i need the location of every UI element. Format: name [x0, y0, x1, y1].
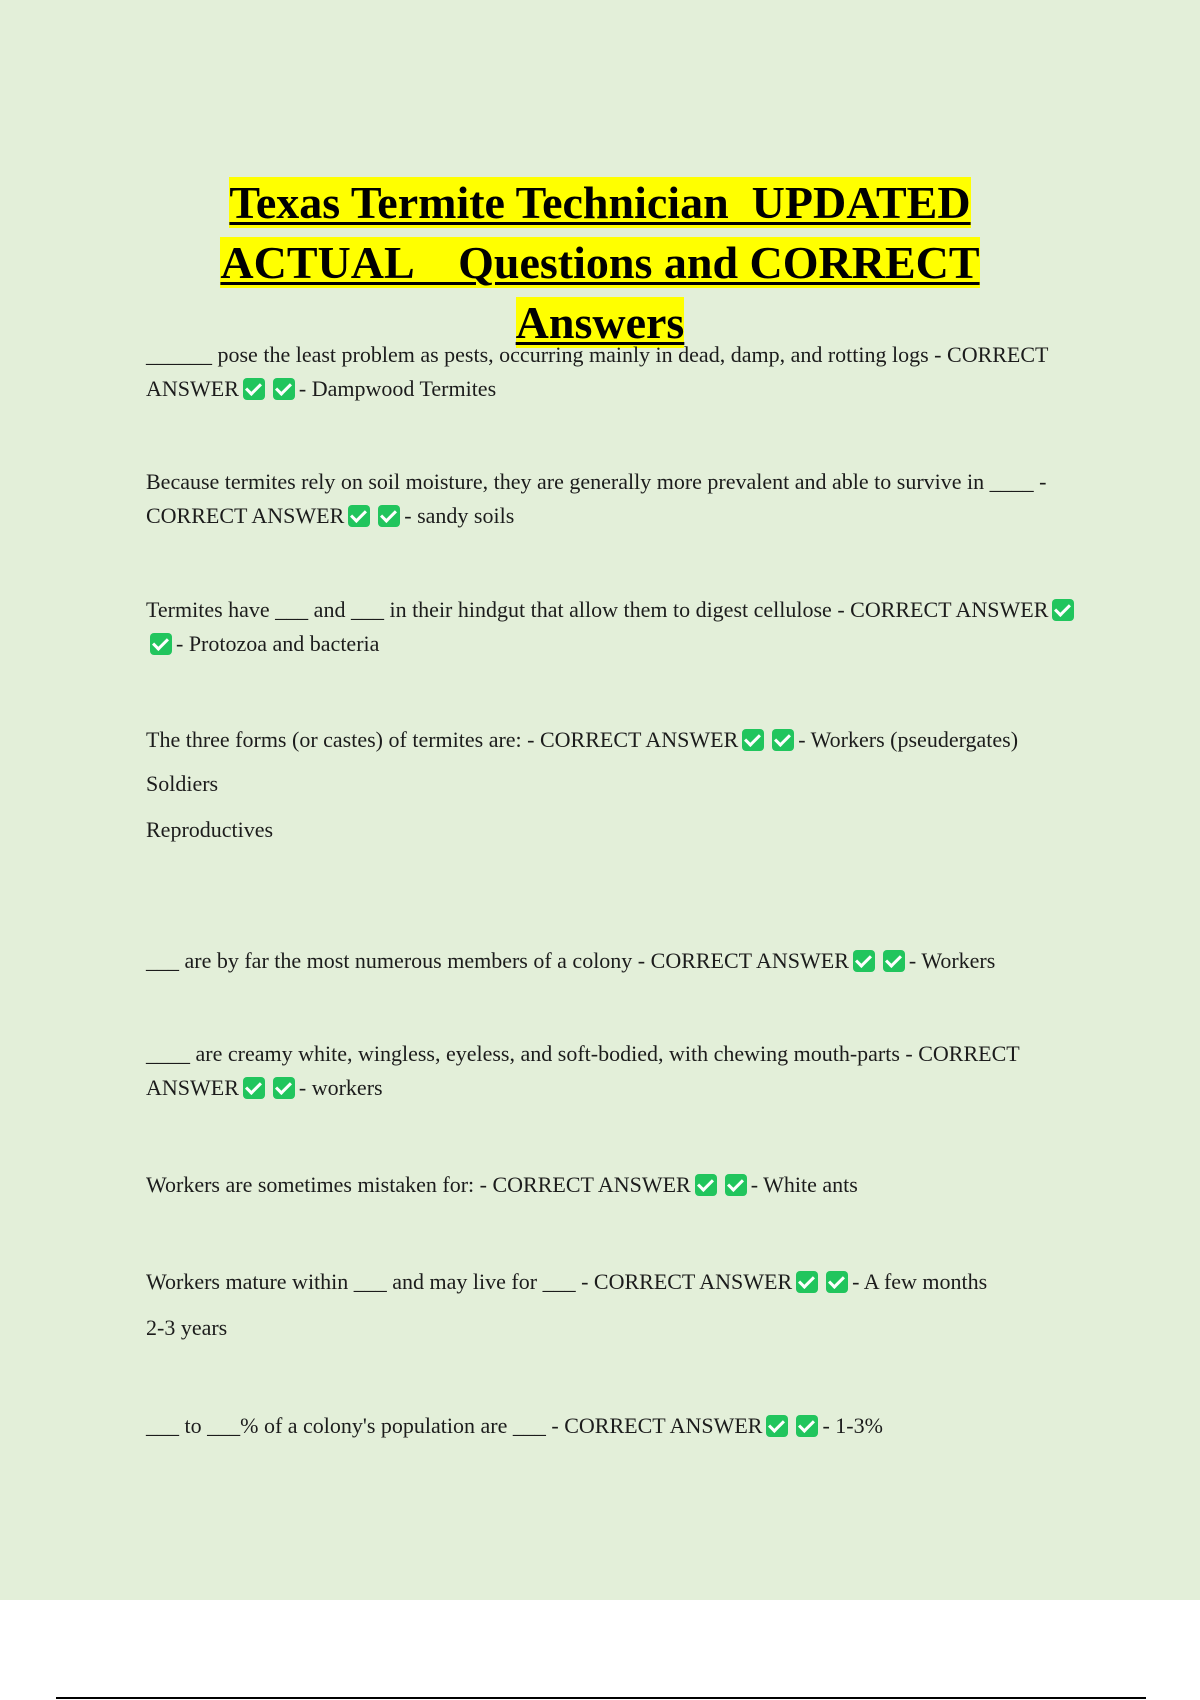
qa-text: [146, 465, 1096, 533]
qa-item-9: [146, 1409, 1096, 1443]
question-text: ___ are by far the most numerous members of a colony -: [146, 948, 646, 973]
qa-item-4: [146, 725, 1096, 847]
qa-text: [146, 725, 1096, 755]
check-box-icon: [826, 1271, 848, 1293]
answer-text: - 1-3%: [822, 1413, 883, 1438]
answer-marker: CORRECT ANSWER: [146, 503, 345, 528]
check-box-icon: [273, 378, 295, 400]
title-line-3: Answers: [515, 296, 685, 348]
qa-item-5: [146, 944, 1096, 978]
qa-item-8: [146, 1265, 1096, 1345]
answer-extra-line: 2-3 years: [146, 1315, 228, 1340]
answer-marker: CORRECT ANSWER: [146, 342, 1049, 401]
answer-extra-line: Reproductives: [146, 817, 274, 842]
document-title: [0, 173, 1200, 353]
answer-marker: CORRECT ANSWER: [492, 1172, 691, 1197]
answer-text: - Workers (pseudergates): [798, 727, 1019, 752]
question-text: The three forms (or castes) of termites are: -: [146, 727, 535, 752]
answer-text: - Dampwood Termites: [298, 376, 497, 401]
check-box-icon: [243, 378, 265, 400]
check-box-icon: [150, 633, 172, 655]
answer-marker: CORRECT ANSWER: [593, 1269, 793, 1294]
check-box-icon: [766, 1415, 788, 1437]
answer-text: - White ants: [750, 1172, 858, 1197]
answer-text: - Protozoa and bacteria: [176, 631, 380, 656]
check-box-icon: [273, 1077, 295, 1099]
qa-text: [146, 1168, 1096, 1202]
question-text: Workers are sometimes mistaken for: -: [146, 1172, 487, 1197]
qa-text: [146, 944, 1096, 978]
answer-text: - Workers: [908, 948, 996, 973]
question-text: ____ are creamy white, wingless, eyeless, and soft-bodied, with chewing mouth-parts -: [146, 1041, 913, 1066]
title-line-1: Texas Termite Technician UPDATED: [229, 176, 971, 228]
check-box-icon: [378, 505, 400, 527]
answer-marker: CORRECT ANSWER: [850, 597, 1049, 622]
question-text: Workers mature within ___ and may live for ___ -: [146, 1269, 589, 1294]
check-box-icon: [243, 1077, 265, 1099]
check-box-icon: [348, 505, 370, 527]
check-box-icon: [725, 1174, 747, 1196]
check-box-icon: [796, 1271, 818, 1293]
qa-item-6: [146, 1037, 1096, 1105]
answer-marker: CORRECT ANSWER: [540, 727, 739, 752]
qa-text: [146, 1037, 1096, 1105]
qa-item-2: [146, 465, 1096, 533]
check-box-icon: [1052, 599, 1074, 621]
question-text: ___ to ___% of a colony's population are ___ -: [146, 1413, 559, 1438]
check-box-icon: [853, 950, 875, 972]
qa-item-3: [146, 593, 1096, 661]
qa-item-7: [146, 1168, 1096, 1202]
question-text: Termites have ___ and ___ in their hindgut that allow them to digest cellulose -: [146, 597, 845, 622]
qa-text: [146, 593, 1096, 661]
footer-divider: [56, 1697, 1146, 1699]
qa-text: [146, 338, 1096, 406]
answer-marker: CORRECT ANSWER: [146, 1041, 1020, 1100]
qa-text: [146, 1265, 1096, 1299]
qa-text: [146, 1409, 1096, 1443]
check-box-icon: [883, 950, 905, 972]
check-box-icon: [796, 1415, 818, 1437]
question-text: ______ pose the least problem as pests, occurring mainly in dead, damp, and rotting logs -: [146, 342, 942, 367]
answer-text: - A few months: [852, 1269, 988, 1294]
check-box-icon: [695, 1174, 717, 1196]
qa-item-1: [146, 338, 1096, 406]
title-line-2: ACTUAL Questions and CORRECT: [220, 236, 980, 288]
answer-text: - workers: [298, 1075, 383, 1100]
answer-extra-line: Soldiers: [146, 771, 219, 796]
answer-text: - sandy soils: [404, 503, 515, 528]
answer-marker: CORRECT ANSWER: [564, 1413, 763, 1438]
answer-marker: CORRECT ANSWER: [650, 948, 849, 973]
check-box-icon: [742, 729, 764, 751]
question-text: Because termites rely on soil moisture, they are generally more prevalent and able to survive in ____ -: [146, 469, 1047, 494]
check-box-icon: [772, 729, 794, 751]
